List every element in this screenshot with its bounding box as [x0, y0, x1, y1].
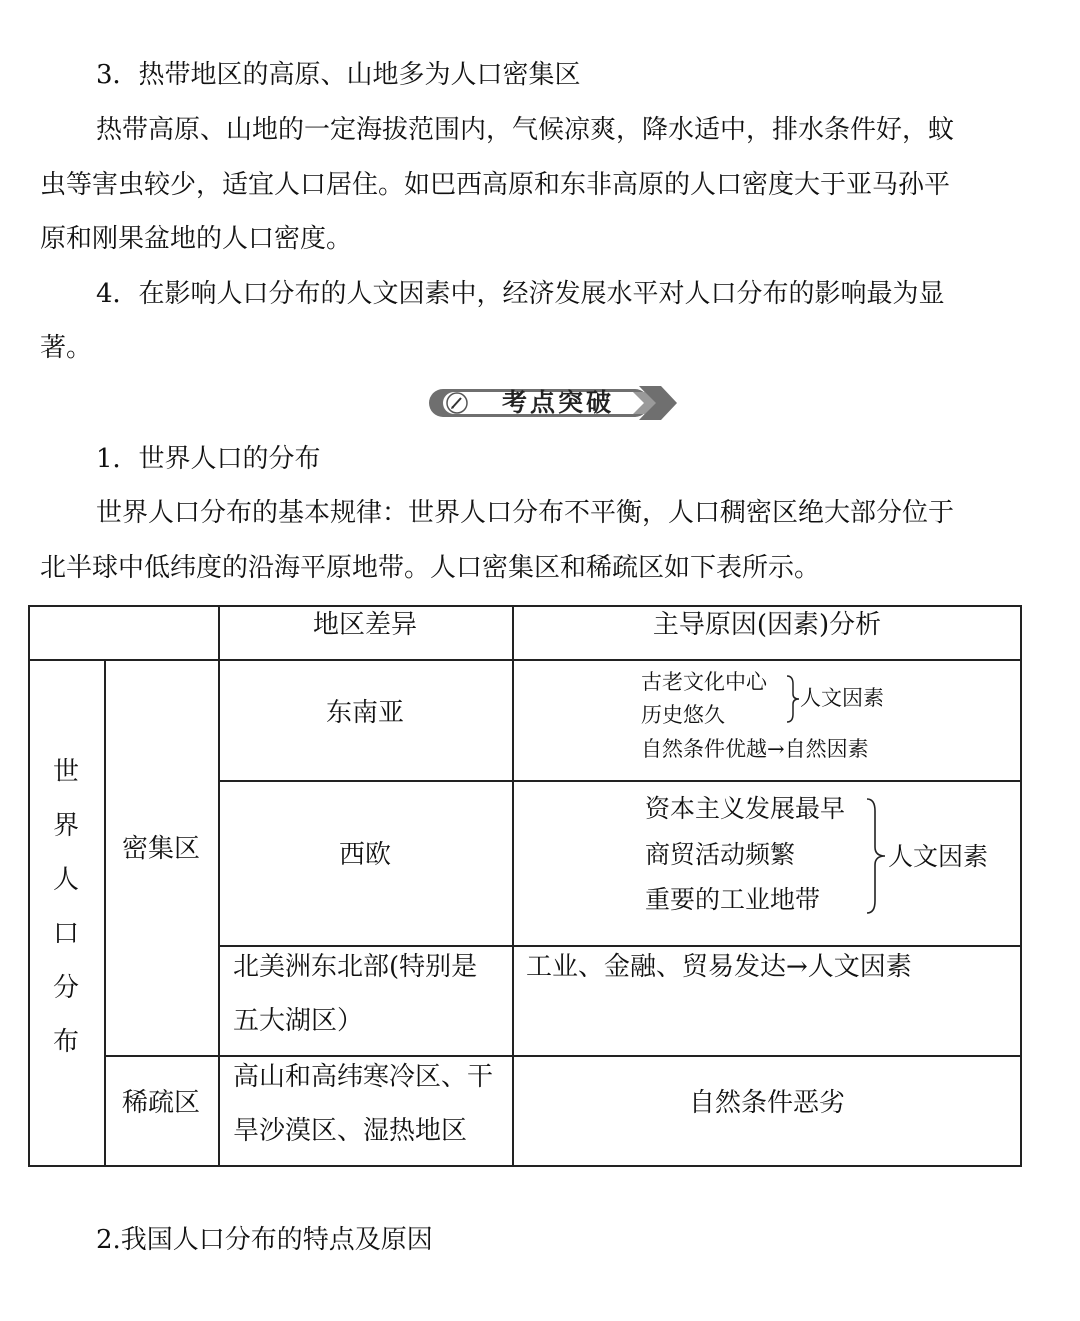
region-sparse: 高山和高纬寒冷区、干 旱沙漠区、湿热地区: [233, 1062, 494, 1146]
factor-text: 自然条件优越→自然因素: [641, 737, 869, 761]
region-west-europe: 西欧: [338, 840, 391, 870]
paragraph-line: 著。: [40, 333, 93, 363]
section-heading: 2.我国人口分布的特点及原因: [96, 1225, 433, 1255]
heading-point-3: 3．热带地区的高原、山地多为人口密集区: [96, 60, 581, 90]
section-heading: 1．世界人口的分布: [96, 444, 321, 474]
paragraph-line: 北半球中低纬度的沿海平原地带。人口密集区和稀疏区如下表所示。: [40, 553, 821, 583]
right-brace-icon: [865, 797, 889, 915]
factor-text: 古老文化中心: [641, 670, 767, 694]
factor-text: 商贸活动频繁: [645, 840, 796, 869]
reason-text: 工业、金融、贸易发达→人文因素: [526, 952, 912, 982]
section-banner: [425, 384, 681, 422]
right-brace-icon: [785, 674, 801, 724]
paragraph-line: 世界人口分布的基本规律：世界人口分布不平衡，人口稠密区绝大部分位于: [96, 498, 955, 528]
paragraph-line: 虫等害虫较少，适宜人口居住。如巴西高原和东非高原的人口密度大于亚马孙平: [40, 170, 951, 200]
heading-point-4: 4．在影响人口分布的人文因素中，经济发展水平对人口分布的影响最为显: [96, 279, 945, 309]
sparse-area-label: 稀疏区: [121, 1088, 200, 1118]
factor-result: 人文因素: [800, 686, 884, 710]
dense-area-label: 密集区: [121, 834, 200, 864]
pencil-icon: [445, 392, 469, 414]
factor-text: 资本主义发展最早: [645, 794, 846, 823]
table-rule: [218, 780, 1022, 782]
region-north-america-ne: 北美洲东北部(特别是 五大湖区）: [233, 952, 478, 1036]
table-header-reason: 主导原因(因素)分析: [652, 610, 882, 640]
region-southeast-asia: 东南亚: [325, 698, 404, 728]
row-group-label: 世 界 人 口 分 布: [52, 757, 79, 1057]
banner-label: 考点突破: [501, 388, 614, 417]
factor-text: 历史悠久: [641, 703, 725, 727]
reason-text: 自然条件恶劣: [688, 1088, 845, 1118]
table-rule: [28, 659, 1022, 661]
factor-result: 人文因素: [888, 842, 989, 871]
paragraph-line: 原和刚果盆地的人口密度。: [40, 224, 353, 254]
factor-text: 重要的工业地带: [645, 885, 821, 914]
table-header-region: 地区差异: [312, 610, 417, 640]
paragraph-line: 热带高原、山地的一定海拔范围内，气候凉爽，降水适中，排水条件好，蚊: [96, 115, 955, 145]
